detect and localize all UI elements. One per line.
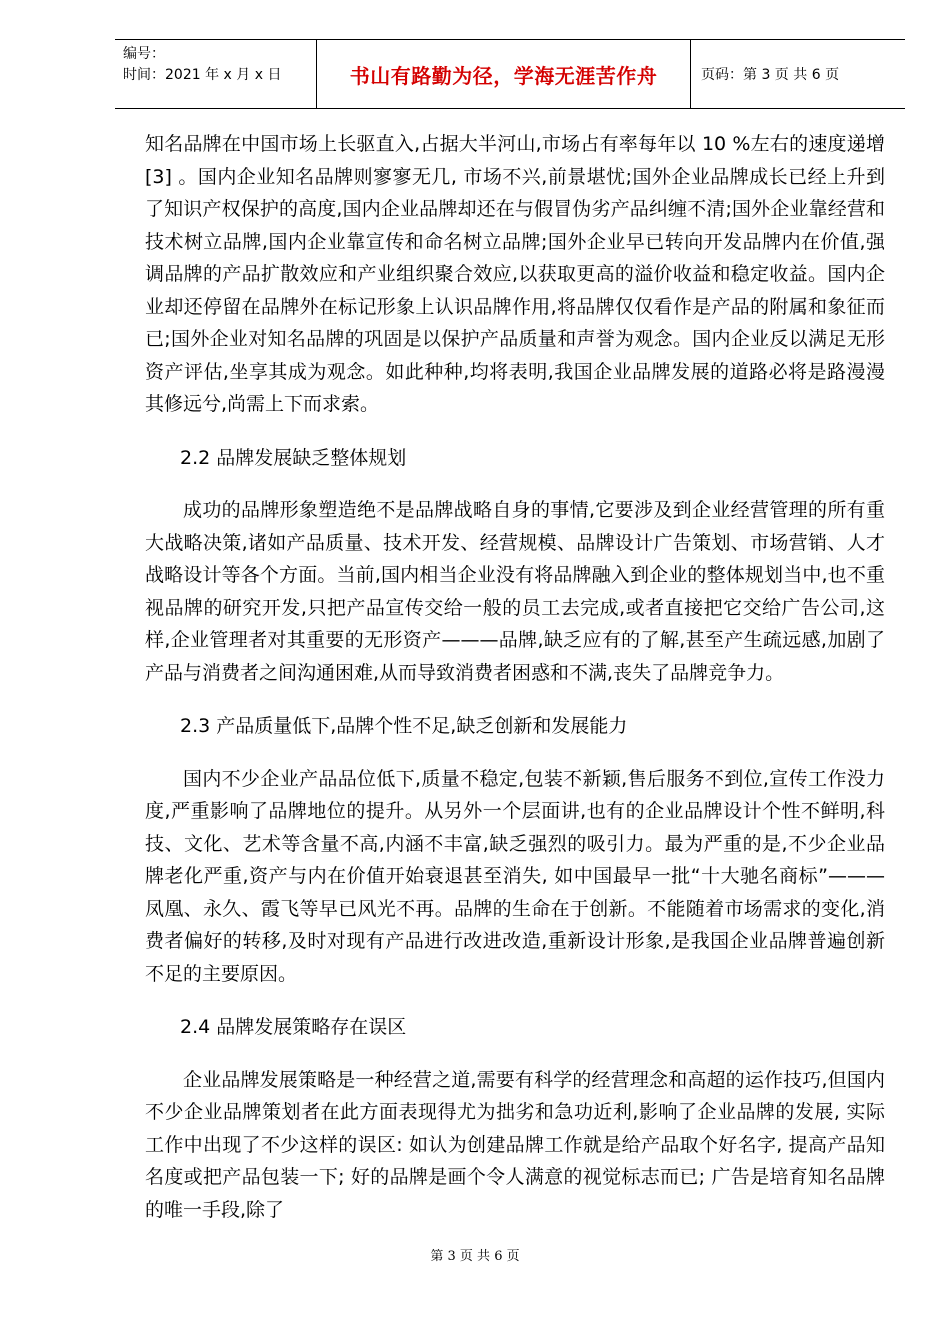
paragraph-3: 国内不少企业产品品位低下,质量不稳定,包装不新颖,售后服务不到位,宣传工作没力度,严重影响了品牌地位的提升。从另外一个层面讲,也有的企业品牌设计个性不鲜明,科技、文化、艺术等含量不高,内涵不丰富,缺乏强烈的吸引力。最为严重的是,不少企业品牌老化严重,资产与内在价值开始衰退甚至消失, 如中国最早一批“十大驰名商标”———凤凰、永久、霞飞等早已风光不再。品牌的生命在于创新。不能随着市场需求的变化,消费者偏好的转移,及时对现有产品进行改进改造,重新设计形象,是我国企业品牌普遍创新不足的主要原因。	[145, 767, 885, 985]
document-body	[145, 128, 885, 1226]
paragraph-1: 知名品牌在中国市场上长驱直入,占据大半河山,市场占有率每年以 10 %左右的速度递增[3] 。国内企业知名品牌则寥寥无几, 市场不兴,前景堪忧;国外企业品牌成长已经上升到了知识产权保护的高度,国内企业品牌却还在与假冒伪劣产品纠缠不清;国外企业靠经营和技术树立品牌,国内企业靠宣传和命名树立品牌;国外企业早已转向开发品牌内在价值,强调品牌的产品扩散效应和产业组织聚合效应,以获取更高的溢价收益和稳定收益。国内企业却还停留在品牌外在标记形象上认识品牌作用,将品牌仅仅看作是产品的附属和象征而已;国外企业对知名品牌的巩固是以保护产品质量和声誉为观念。国内企业反以满足无形资产评估,坐享其成为观念。如此种种,均将表明,我国企业品牌发展的道路必将是路漫漫其修远兮,尚需上下而求索。	[145, 133, 885, 415]
section-heading-2-3: 2.3 产品质量低下,品牌个性不足,缺乏创新和发展能力	[180, 715, 628, 737]
header-motto: 书山有路勤为径，学海无涯苦作舟	[317, 40, 691, 108]
section-heading-2-2: 2.2 品牌发展缺乏整体规划	[180, 446, 407, 469]
header-meta	[115, 40, 317, 108]
page-footer: 第 3 页 共 6 页	[430, 1249, 520, 1264]
paragraph-2: 成功的品牌形象塑造绝不是品牌战略自身的事情,它要涉及到企业经营管理的所有重大战略决策,诸如产品质量、技术开发、经营规模、品牌设计广告策划、市场营销、人才战略设计等各个方面。当前,国内相当企业没有将品牌融入到企业的整体规划当中,也不重视品牌的研究开发,只把产品宣传交给一般的员工去完成,或者直接把它交给广告公司,这样,企业管理者对其重要的无形资产———品牌,缺乏应有的了解,甚至产生疏远感,加剧了产品与消费者之间沟通困难,从而导致消费者困惑和不满,丧失了品牌竞争力。	[145, 499, 885, 684]
document-header	[115, 39, 905, 109]
paragraph-4: 企业品牌发展策略是一种经营之道,需要有科学的经营理念和高超的运作技巧,但国内不少企业品牌策划者在此方面表现得尤为拙劣和急功近利,影响了企业品牌的发展, 实际工作中出现了不少这样的误区: 如认为创建品牌工作就是给产品取个好名字, 提高产品知名度或把产品包装一下; 好的品牌是画个令人满意的视觉标志而已; 广告是培育知名品牌的唯一手段,除了	[145, 1068, 885, 1221]
header-page-label: 页码：第 3 页 共 6 页	[701, 67, 840, 83]
header-time-label: 时间：2021 年 x 月 x 日	[123, 67, 282, 83]
section-heading-2-4: 2.4 品牌发展策略存在误区	[180, 1016, 407, 1038]
header-id-label: 编号：	[123, 46, 165, 62]
